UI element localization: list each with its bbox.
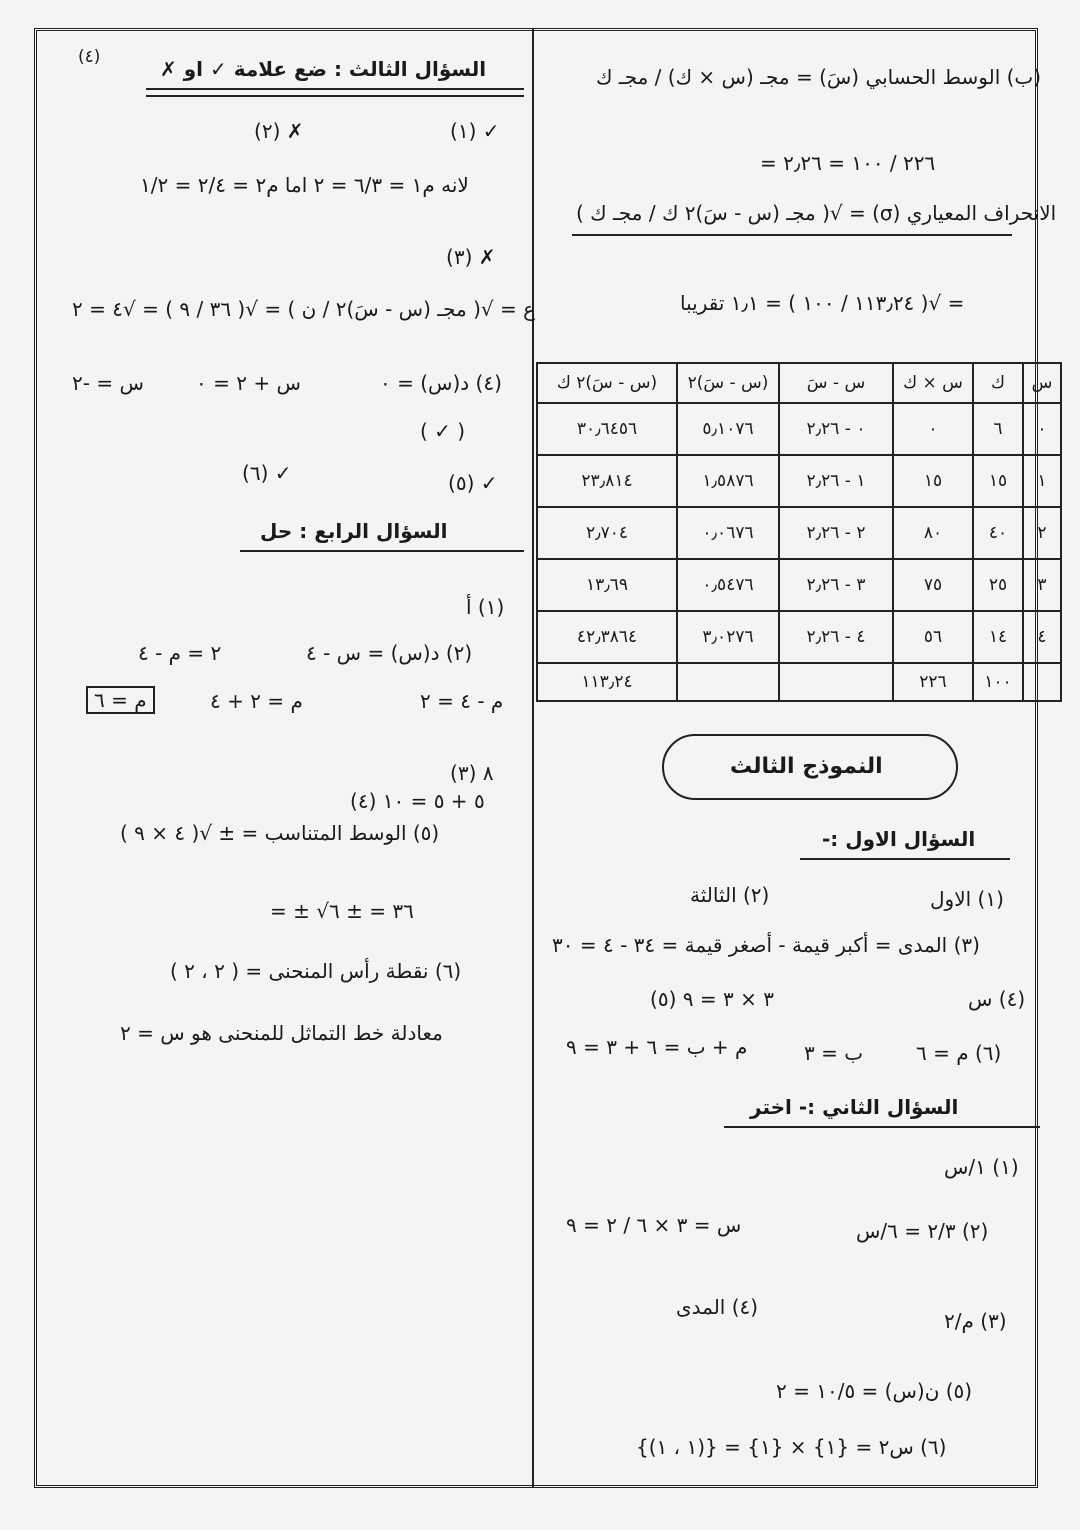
table-cell: ١٤: [973, 611, 1023, 663]
q1-answer-1: (١) الاول: [930, 887, 1004, 911]
q4-item6-b: معادلة خط التماثل للمنحنى هو س = ٢: [120, 1021, 443, 1045]
q2-answer-4: (٤) المدى: [676, 1295, 759, 1319]
table-cell: ٤٢٫٣٨٦٤: [537, 611, 677, 663]
table-cell: ٨٠: [893, 507, 973, 559]
q2-answer-1: (١) ١/س: [944, 1155, 1019, 1179]
table-cell: ٠: [893, 403, 973, 455]
sd-formula-underline: [572, 234, 1012, 236]
sd-value: = √( ١١٣٫٢٤ / ١٠٠ ) = ١٫١ تقريبا: [680, 291, 965, 315]
q3-item3-work: ع = √( مجـ (س - سَ)٢ / ن ) = √( ٣٦ / ٩ ) = √٤ = ٢: [72, 297, 536, 321]
table-cell: ٣ - ٢٫٢٦: [779, 559, 893, 611]
table-cell: ٥٫١٠٧٦: [677, 403, 779, 455]
table-cell: ١٥: [973, 455, 1023, 507]
table-total: ١٠٠: [973, 663, 1023, 701]
table-cell: ٢٥: [973, 559, 1023, 611]
q2-answer-2a: (٢) ٢/٣ = ٦/س: [856, 1219, 989, 1243]
q1-answer-4: (٤) س: [968, 987, 1026, 1011]
q3-item5: (٥) ✓: [448, 471, 498, 495]
table-cell: ٤ - ٢٫٢٦: [779, 611, 893, 663]
table-total: ٢٢٦: [893, 663, 973, 701]
table-total: ١١٣٫٢٤: [537, 663, 677, 701]
q4-item2-b: ٢ = م - ٤: [138, 641, 222, 665]
page-number: (٤): [78, 47, 101, 67]
q3-item4-eq: س + ٢ = ٠: [196, 371, 301, 395]
column-divider: [532, 28, 534, 1488]
table-cell: ٦: [973, 403, 1023, 455]
frequency-table: [536, 362, 1062, 702]
table-cell: ٣٠٫٦٤٥٦: [537, 403, 677, 455]
q4-item5: (٥) الوسط المتناسب = ± √( ٤ × ٩ ): [120, 821, 440, 845]
q2-answer-3: (٣) م/٢: [944, 1309, 1007, 1333]
table-total: [779, 663, 893, 701]
mean-value: = ٢٢٦ / ١٠٠ = ٢٫٢٦: [760, 151, 936, 175]
q3-item4-result: س = -٢: [72, 371, 144, 395]
table-cell: ٠ - ٢٫٢٦: [779, 403, 893, 455]
q3-item4: (٤) د(س) = ٠: [380, 371, 502, 395]
table-cell: ٠: [1023, 403, 1061, 455]
table-cell: ٧٥: [893, 559, 973, 611]
q1-answer-6b: ب = ٣: [804, 1041, 864, 1065]
table-row: [537, 455, 1061, 507]
model-title: النموذج الثالث: [730, 754, 883, 779]
table-header: س - سَ: [779, 363, 893, 403]
q3-item4-mark: ( ✓ ): [420, 419, 466, 443]
q4-item2: (٢) د(س) = س - ٤: [306, 641, 473, 665]
table-cell: ١: [1023, 455, 1061, 507]
q4-item2-answer-box: م = ٦: [86, 686, 155, 714]
table-cell: ٠٫٥٤٧٦: [677, 559, 779, 611]
table-total: [1023, 663, 1061, 701]
sd-formula: الانحراف المعياري (σ) = √( مجـ (س - سَ)٢ ك / مجـ ك ): [576, 201, 1057, 225]
table-cell: ١ - ٢٫٢٦: [779, 455, 893, 507]
q1-answer-6a: (٦) م = ٦: [916, 1041, 1002, 1065]
q3-item2: (٢) ✗: [254, 119, 304, 143]
q4-title: السؤال الرابع : حل: [260, 519, 448, 543]
table-header: س × ك: [893, 363, 973, 403]
q1-title: السؤال الاول :-: [822, 827, 976, 851]
table-total: [677, 663, 779, 701]
q2-answer-2b: س = ٣ × ٦ / ٢ = ٩: [566, 1213, 742, 1237]
q3-title: السؤال الثالث : ضع علامة ✓ او ✗: [160, 57, 487, 81]
table-cell: ٢ - ٢٫٢٦: [779, 507, 893, 559]
table-cell: ٣٫٠٢٧٦: [677, 611, 779, 663]
table-row: [537, 611, 1061, 663]
mean-formula: (ب) الوسط الحسابي (سَ) = مجـ (س × ك) / مجـ ك: [596, 65, 1042, 89]
q4-item2-c: م - ٤ = ٢: [420, 689, 504, 713]
q4-item2-d: م = ٢ + ٤: [210, 689, 303, 713]
table-totals-row: [537, 663, 1061, 701]
table-cell: ٢: [1023, 507, 1061, 559]
q2-title-underline: [724, 1126, 1040, 1128]
table-header: س: [1023, 363, 1061, 403]
q4-item3: (٣) ٨: [450, 761, 494, 785]
q4-title-underline: [240, 550, 524, 552]
table-cell: ٢٣٫٨١٤: [537, 455, 677, 507]
table-header: (س - سَ)٢ ك: [537, 363, 677, 403]
table-cell: ٤: [1023, 611, 1061, 663]
table-cell: ١٥: [893, 455, 973, 507]
q2-title: السؤال الثاني :- اختر: [750, 1095, 959, 1119]
q3-item6: (٦) ✓: [242, 461, 292, 485]
q4-item4: (٤) ٥ + ٥ = ١٠: [350, 789, 485, 813]
q1-answer-3: (٣) المدى = أكبر قيمة - أصغر قيمة = ٣٤ - ٤ = ٣٠: [552, 933, 980, 957]
q4-item1: (١) أ: [466, 595, 505, 619]
q3-item1: (١) ✓: [450, 119, 500, 143]
table-header: (س - سَ)٢: [677, 363, 779, 403]
q3-item3: (٣) ✗: [446, 245, 496, 269]
table-cell: ١٣٫٦٩: [537, 559, 677, 611]
q2-answer-5: (٥) ن(س) = ١٠/٥ = ٢: [776, 1379, 973, 1403]
table-cell: ١٫٥٨٧٦: [677, 455, 779, 507]
q3-reason: لانه م١ = ٦/٣ = ٢ اما م٢ = ٢/٤ = ١/٢: [140, 173, 469, 197]
q1-answer-2: (٢) الثالثة: [690, 883, 770, 907]
table-row: [537, 559, 1061, 611]
q1-answer-5: (٥) ٣ × ٣ = ٩: [650, 987, 774, 1011]
q1-answer-6c: م + ب = ٦ + ٣ = ٩: [566, 1035, 748, 1059]
table-cell: ٣: [1023, 559, 1061, 611]
table-row: [537, 403, 1061, 455]
table-cell: ٠٫٠٦٧٦: [677, 507, 779, 559]
q2-answer-6: (٦) س٢ = {١} × {١} = {(١ ، ١)}: [636, 1435, 947, 1459]
table-row: [537, 507, 1061, 559]
q1-title-underline: [800, 858, 1010, 860]
table-cell: ٢٫٧٠٤: [537, 507, 677, 559]
q3-title-underline: [146, 88, 524, 97]
q4-item5-b: = ± √٣٦ = ± ٦: [270, 899, 414, 923]
table-header: ك: [973, 363, 1023, 403]
table-cell: ٥٦: [893, 611, 973, 663]
table-cell: ٤٠: [973, 507, 1023, 559]
q4-item6: (٦) نقطة رأس المنحنى = ( ٢ ، ٢ ): [170, 959, 462, 983]
table-header-row: [537, 363, 1061, 403]
